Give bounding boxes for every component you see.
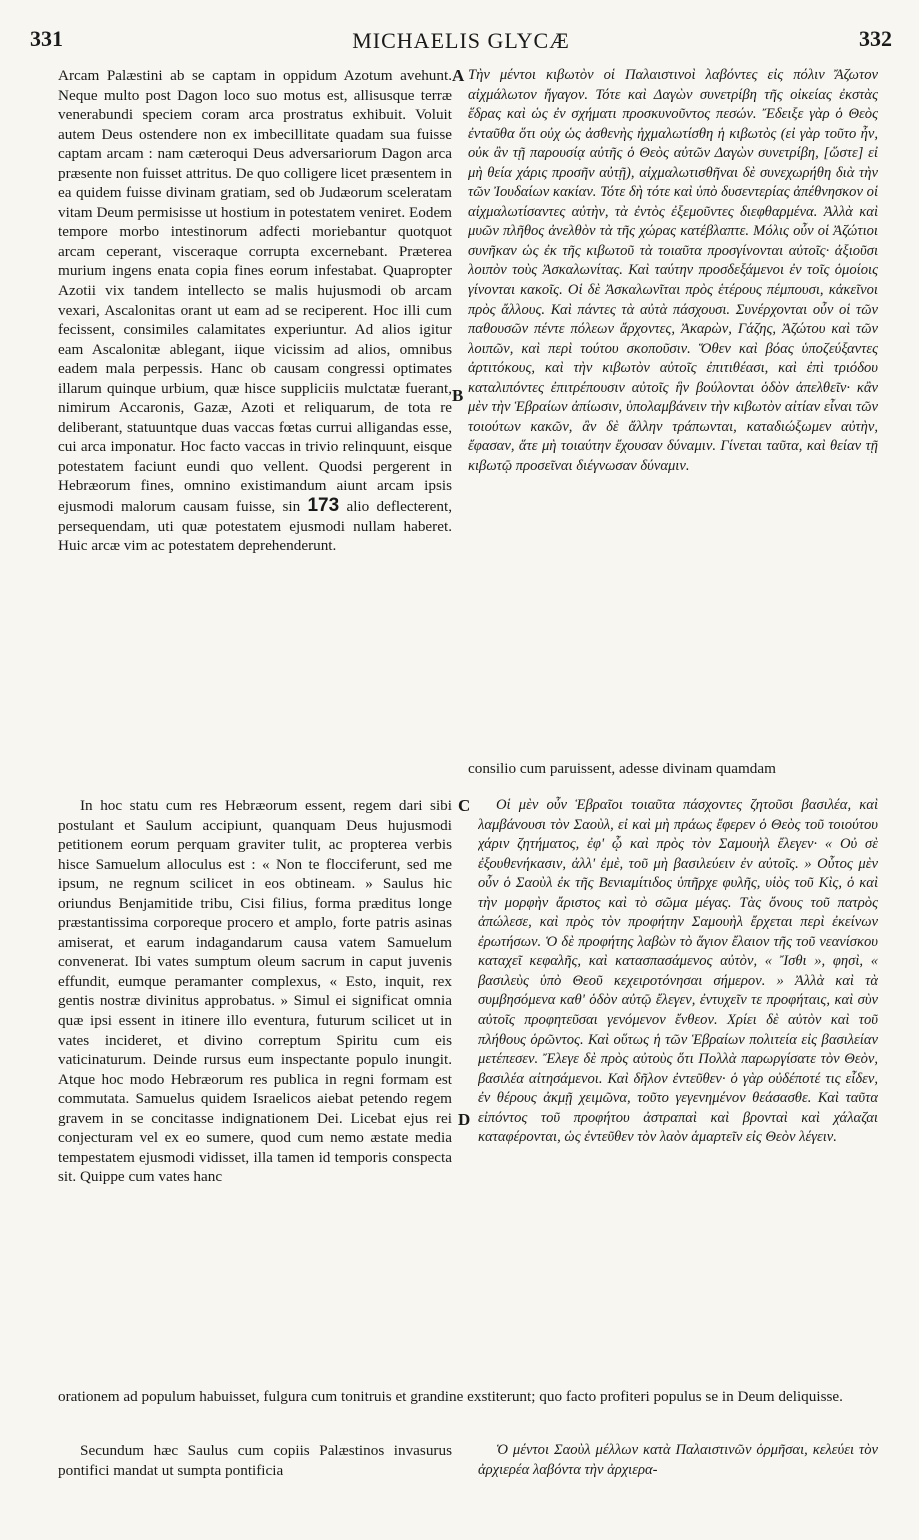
page-header xyxy=(30,26,892,56)
latin-paragraph-2-end-text: orationem ad populum habuisset, fulgura cum tonitruis et grandine exstiterunt; quo facto profiteri populus se in Deum deliquisse. xyxy=(58,1388,843,1405)
page-number-left: 331 xyxy=(30,26,63,51)
section-marker-c: C xyxy=(458,796,471,815)
latin-paragraph-2-text: In hoc statu cum res Hebræorum essent, regem dari sibi postulant et Saulum accipiunt, quanquam Deus hujusmodi petitionem eorum perquam graviter tulit, ac propterea verbis hisce Samuelum alloculus est : « Non te flocciferunt, sed me ipsum, ne regnum scilicet in eos obtineam. » Saulus hic oriundus Benjamitide tribu, Cisi filius, forma præditus longe præstantissima corporeque procero et amplo, forte patris asinas amiserat, et earum indagandarum causa vatem Samuelum convenerat. Ibi vates sumptum oleum sacrum in caput juvenis effundit, eumque peramanter complexus, « Esto, inquit, rex gentis nostræ divinitus approbatus. » Simul ei significat omnia quæ ipsi essent in itinere illo eventura, futurum scilicet ut in vates incideret, et divino correptum Spiritu cum eis vaticinaturum. Deinde rursus eum inspectante populo inungit. Atque hoc modo Hebræorum res publica in regni formam est commutata. Samuelus quidem Israelicos aiebat petendo regem gravem in se concitasse indignationem Dei. Licebat ejus rei conjecturam vel ex eo sumere, quod cum nemo æstate media tempestatem ejusmodi vidisset, illa tamen id temporis conspecta sit. Quippe cum vates hanc xyxy=(58,797,452,1186)
latin-paragraph-1-continuation: alio deflecterent, persequendam, uti quæ potestatem ejusmodi nullam haberet. Huic arcæ vim ac potestatem deprehenderunt. xyxy=(58,498,452,555)
greek-paragraph-2 xyxy=(478,796,878,1383)
section-marker-d: D xyxy=(458,1110,471,1129)
latin-paragraph-1-text: Arcam Palæstini ab se captam in oppidum Azotum avehunt. Neque multo post Dagon loco suo motus est, allisusque terræ venerabundi speciem coram arca prostratus exhibuit. Voluit autem Deus ostendere non ex imbecillitate quadam sua fuisse captam arcam : nam cæteroqui Deus adversariorum Dagon arca præsente non fuisset attritus. De quo colligere licet præsentem in ea quidem fuisse divinam gratiam, sed ob Judæorum sceleratam vitam Deum permisisse ut hostium in potestatem veniret. Eodem tempore morbo intestinorum adfecti moriebantur quotquot arcam ceperant, visceraque corrupta excernebant. Præterea murium ingens enata copia fines eorum infestabat. Quapropter Azotii vix tandem intellecto se malis hujusmodi ob arcam vexari, Ascalonitas orant ut eam ad se reciperent. Hoc illi cum fecissent, consimiles calamitates experiuntur. Ad alios igitur eam Ascalonitæ ablegant, iique vicissim ad alios, omnibus eadem mala perpessis. Hanc ob causam congressi optimates illarum quinque urbium, quæ hisce suppliciis mulctatæ fuerant, nimirum Accaronis, Gazæ, Azoti et reliquarum, de tota re deliberant, statuuntque duas vaccas fœtas currui alligandas esse, cui arca imponatur. Hoc facto vaccas in trivio relinquunt, eisque potestatem faciunt eundi quo vellent. Quodsi pergerent in Hebræorum fines, omnino existimandum aiunt arcam ipsis ejusmodi malorum causam fuisse, sin xyxy=(58,67,452,516)
greek-paragraph-1 xyxy=(468,66,878,759)
latin-paragraph-3-text: Secundum hæc Saulus cum copiis Palæstinos invasurus pontifici mandat ut sumpta pontificia xyxy=(58,1442,452,1479)
section-marker-b: B xyxy=(452,386,464,405)
margin-number: 173 xyxy=(307,495,340,517)
running-title: MICHAELIS GLYCÆ xyxy=(352,28,570,53)
latin-paragraph-3 xyxy=(58,1441,452,1485)
latin-paragraph-1-end-text: consilio cum paruissent, adesse divinam quamdam xyxy=(468,760,776,777)
latin-paragraph-2-end xyxy=(58,1387,888,1431)
greek-paragraph-2-text: Οἱ μὲν οὖν Ἑβραῖοι τοιαῦτα πάσχοντες ζητοῦσι βασιλέα, καὶ λαμβάνουσι τὸν Σαοὺλ, εἰ καὶ μὴ πράως ἔφερεν ὁ Θεὸς τοῦ τοιούτου χάριν ζητήματος, ἐφ' ᾧ καὶ πρὸς τὸν Σαμουὴλ ἔλεγεν· « Οὐ σὲ ἐξουθενήκασιν, ἀλλ' ἐμὲ, τοῦ μὴ βασιλεύειν ἐν αὐτοῖς. » Οὗτος μὲν οὖν ὁ Σαοὺλ ἐκ τῆς Βενιαμίτιδος ὑπῆρχε φυλῆς, υἱὸς τοῦ Κὶς, ὁ καὶ τὴν μορφὴν ἄριστος καὶ τὸ σῶμα μέγας. Τὰς ὄνους τοῦ πατρὸς ἀπώλεσε, καὶ πρὸς τὸν προφήτην Σαμουὴλ ἔρχεται περὶ ἐκείνων ἐρωτήσων. Ὁ δὲ προφήτης λαβὼν τὸ ἅγιον ἔλαιον τῆς τοῦ νεανίσκου καταχεῖ κεφαλῆς, καὶ κατασπασάμενος αὐτὸν, « Ἴσθι », φησὶ, « βασιλεὺς ὑπὸ Θεοῦ κεχειροτόνησαι σήμερον. » Ἀλλὰ καὶ τὰ συμβησόμενα καθ' ὁδὸν αὐτῷ ἔλεγεν, ἐντυχεῖν τε προφήταις, καὶ σὺν αὐτοῖς προφητεῦσαι γενόμενον ἔνθεον. Χρίει δὲ αὐτὸν καὶ τοῦ πλήθους ὁρῶντος. Καὶ οὕτως ἡ τῶν Ἑβραίων πολιτεία εἰς βασιλείαν μετέπεσεν. Ἔλεγε δὲ πρὸς αὐτοὺς ὅτι Πολλὰ παρωργίσατε τὸν Θεὸν, βασιλέα αἰτησάμενοι. Καὶ δῆλον ἐντεῦθεν· ὁ γὰρ οὐδέποτέ τις εἶδεν, ἐν θέρους ἀκμῇ χειμῶνα, τοῦτο γεγενημένον θεάσασθε. Καὶ ταῦτα εἰπόντος τοῦ προφήτου ἀστραπαὶ καὶ βρονταὶ καὶ χάλαζαι καταφέρονται, ὡς ἐντεῦθεν τὸν λαὸν ἁμαρτεῖν εἰς Θεὸν λέγειν. xyxy=(478,797,878,1146)
greek-paragraph-3-text: Ὁ μέντοι Σαοὺλ μέλλων κατὰ Παλαιστινῶν ὁρμῆσαι, κελεύει τὸν ἀρχιερέα λαβόντα τὴν ἀρχιερα- xyxy=(478,1442,878,1478)
page-number-right: 332 xyxy=(859,26,892,51)
section-marker-a: A xyxy=(452,66,465,85)
latin-paragraph-1-end xyxy=(468,759,888,781)
latin-paragraph-2 xyxy=(58,796,452,1383)
latin-paragraph-1 xyxy=(58,66,452,759)
greek-paragraph-3 xyxy=(478,1441,878,1485)
greek-paragraph-1-text: Τὴν μέντοι κιβωτὸν οἱ Παλαιστινοὶ λαβόντες εἰς πόλιν Ἄζωτον αἰχμάλωτον ἤγαγον. Τότε καὶ Δαγὼν συνετρίβη τῆς οἰκείας ἐκστὰς ἕδρας καὶ ὡς ἐν σχήματι προσκυνοῦντος πεσών. Ἔδειξε γὰρ ὁ Θεὸς ἐνταῦθα ὅτι οὐχ ὡς ἀσθενὴς ἠχμαλωτίσθη ἡ κιβωτὸς (εἰ γὰρ τοῦτο ἦν, οὐκ ἂν τῇ παρουσίᾳ αὐτῆς ὁ Θεὸς αὐτῶν Δαγὼν συνετρίβη, [ὥστε] εἰ μὴ θεία χάρις προσῆν αὐτῇ), αἰχμαλωτισθῆναι δὲ συνεχωρήθη διὰ τὴν τῶν Ἰουδαίων κακίαν. Τότε δὴ τότε καὶ ὑπὸ δυσεντερίας ἀπέθνησκον οἱ αἰχμαλωτίσαντες αὐτὴν, τὰ ἐντὸς ἐξεμοῦντες διεφθαρμένα. Ἀλλὰ καὶ μυῶν πλῆθος ἀνελθὸν τὰ τῆς χώρας κατέβλαπτε. Μόλις οὖν οἱ Ἀζώτιοι συνῆκαν ὡς ἐκ τῆς κιβωτοῦ τὰ τοιαῦτα προσγίνονται αὐτοῖς· ἀξιοῦσι λοιπὸν τοὺς Ἀσκαλωνίτας. Καὶ ταύτην προσδεξάμενοι ἐν τοῖς ὁμοίοις γίνονται κακοῖς. Οἱ δὲ Ἀσκαλωνῖται πρὸς ἑτέρους πέμπουσι, κἀκεῖνοι πρὸς ἄλλους. Καὶ πάντες τὰ αὐτὰ πάσχουσι. Συνέρχονται οὖν οἱ τῶν παθουσῶν πέντε πόλεων ἄρχοντες, Ἀκαρὼν, Γάζης, Ἀζώτου καὶ τῶν λοιπῶν, καὶ περὶ τούτου σκοποῦσιν. Ὅθεν καὶ βόας ὑποζεύξαντες ἀρτιτόκους, καὶ τὴν κιβωτὸν αὐτοῖς ἐπιτιθέασι, καὶ ἐπὶ τριόδου καταλιπόντες ἐπιτρέπουσιν αὐτοῖς ἣν βούλονται ὁδὸν ἀπελθεῖν· κἂν μὲν τὴν Ἑβραίων ἀπίωσιν, ὑπολαμβάνειν τὴν κιβωτὸν αἰτίαν εἶναι τῶν τοιούτων κακῶν, ἂν δὲ ἄλλην τράπωνται, καταδιώξωμεν αὐτὴν, ἔφασαν, ἅτε μὴ τοιαύτην ἔχουσαν δύναμιν. Γίνεται ταῦτα, καὶ θείαν τῇ κιβωτῷ προσεῖναι διέγνωσαν δύναμιν. xyxy=(468,67,878,474)
